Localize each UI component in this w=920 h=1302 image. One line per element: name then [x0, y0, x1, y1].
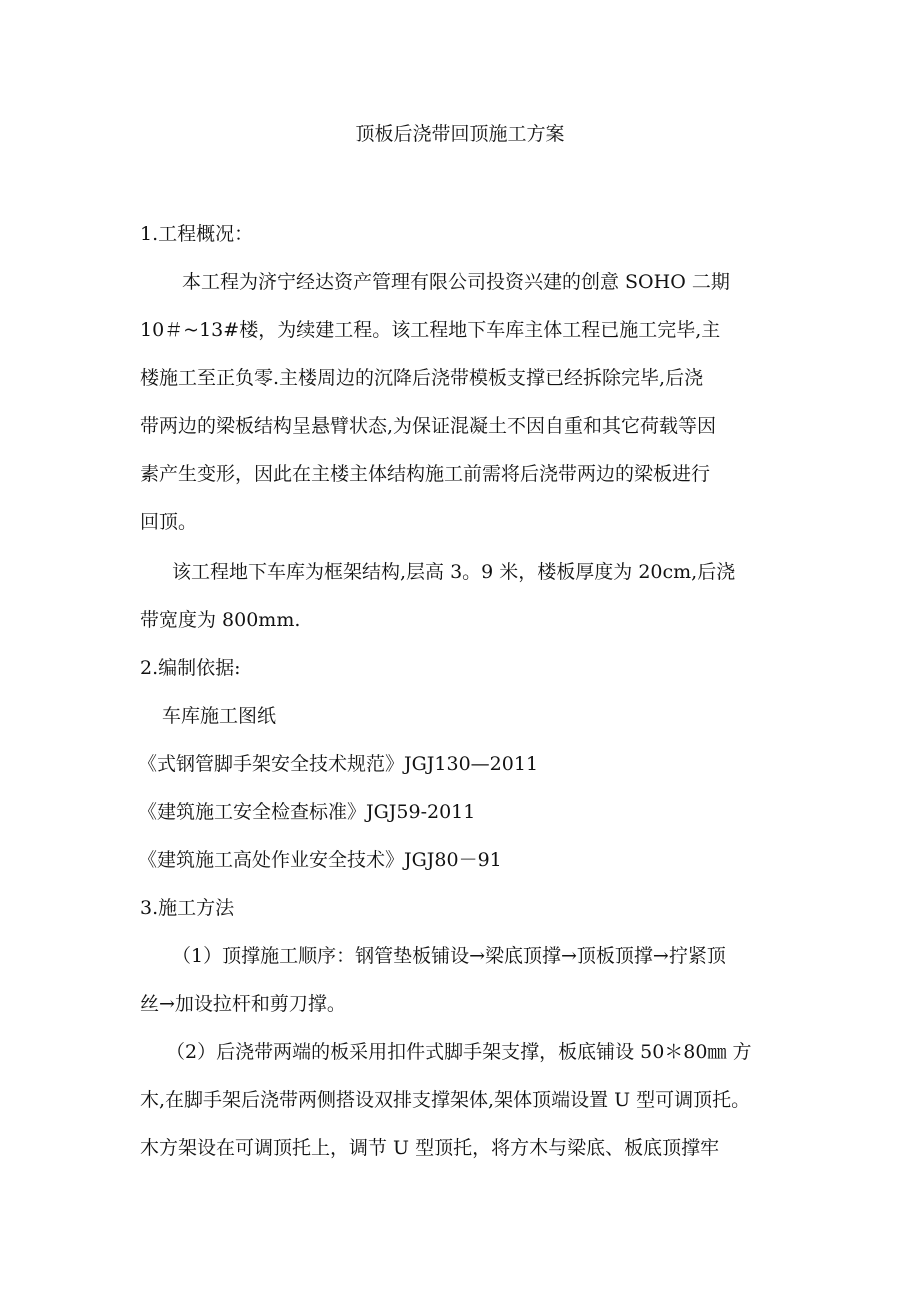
reference-item: 《式钢管脚手架安全技术规范》JGJ130—2011 — [138, 753, 539, 775]
section-1-heading: 1.工程概况： — [140, 223, 254, 245]
paragraph-line: 带宽度为 800mm. — [140, 609, 301, 631]
paragraph-line: 木,在脚手架后浇带两侧搭设双排支撑架体,架体顶端设置 U 型可调顶托。 — [140, 1089, 751, 1111]
paragraph-line: 丝→加设拉杆和剪刀撑。 — [140, 993, 346, 1015]
section-2-heading: 2.编制依据: — [140, 657, 241, 679]
paragraph-line: （2）后浇带两端的板采用扣件式脚手架支撑，板底铺设 50＊80㎜ 方 — [166, 1041, 752, 1063]
section-3-heading: 3.施工方法 — [140, 897, 235, 919]
paragraph-line: 木方架设在可调顶托上，调节 U 型顶托，将方木与梁底、板底顶撑牢 — [140, 1137, 720, 1159]
document-title: 顶板后浇带回顶施工方案 — [355, 123, 565, 145]
reference-item: 《建筑施工安全检查标准》JGJ59-2011 — [138, 801, 476, 823]
reference-item: 《建筑施工高处作业安全技术》JGJ80－91 — [138, 849, 502, 871]
paragraph-line: 带两边的梁板结构呈悬臂状态,为保证混凝土不因自重和其它荷载等因 — [140, 415, 717, 437]
reference-item: 车库施工图纸 — [162, 705, 277, 727]
paragraph-line: 10＃~13#楼，为续建工程。该工程地下车库主体工程已施工完毕,主 — [140, 319, 721, 341]
paragraph-line: 楼施工至正负零.主楼周边的沉降后浇带模板支撑已经拆除完毕,后浇 — [140, 367, 704, 389]
paragraph-line: 回顶。 — [140, 511, 198, 533]
paragraph-line: 该工程地下车库为框架结构,层高 3。9 米，楼板厚度为 20cm,后浇 — [172, 561, 736, 583]
paragraph-line: 本工程为济宁经达资产管理有限公司投资兴建的创意 SOHO 二期 — [182, 271, 730, 293]
paragraph-line: （1）顶撑施工顺序：钢管垫板铺设→梁底顶撑→顶板顶撑→拧紧顶 — [172, 945, 726, 967]
paragraph-line: 素产生变形，因此在主楼主体结构施工前需将后浇带两边的梁板进行 — [140, 463, 711, 485]
